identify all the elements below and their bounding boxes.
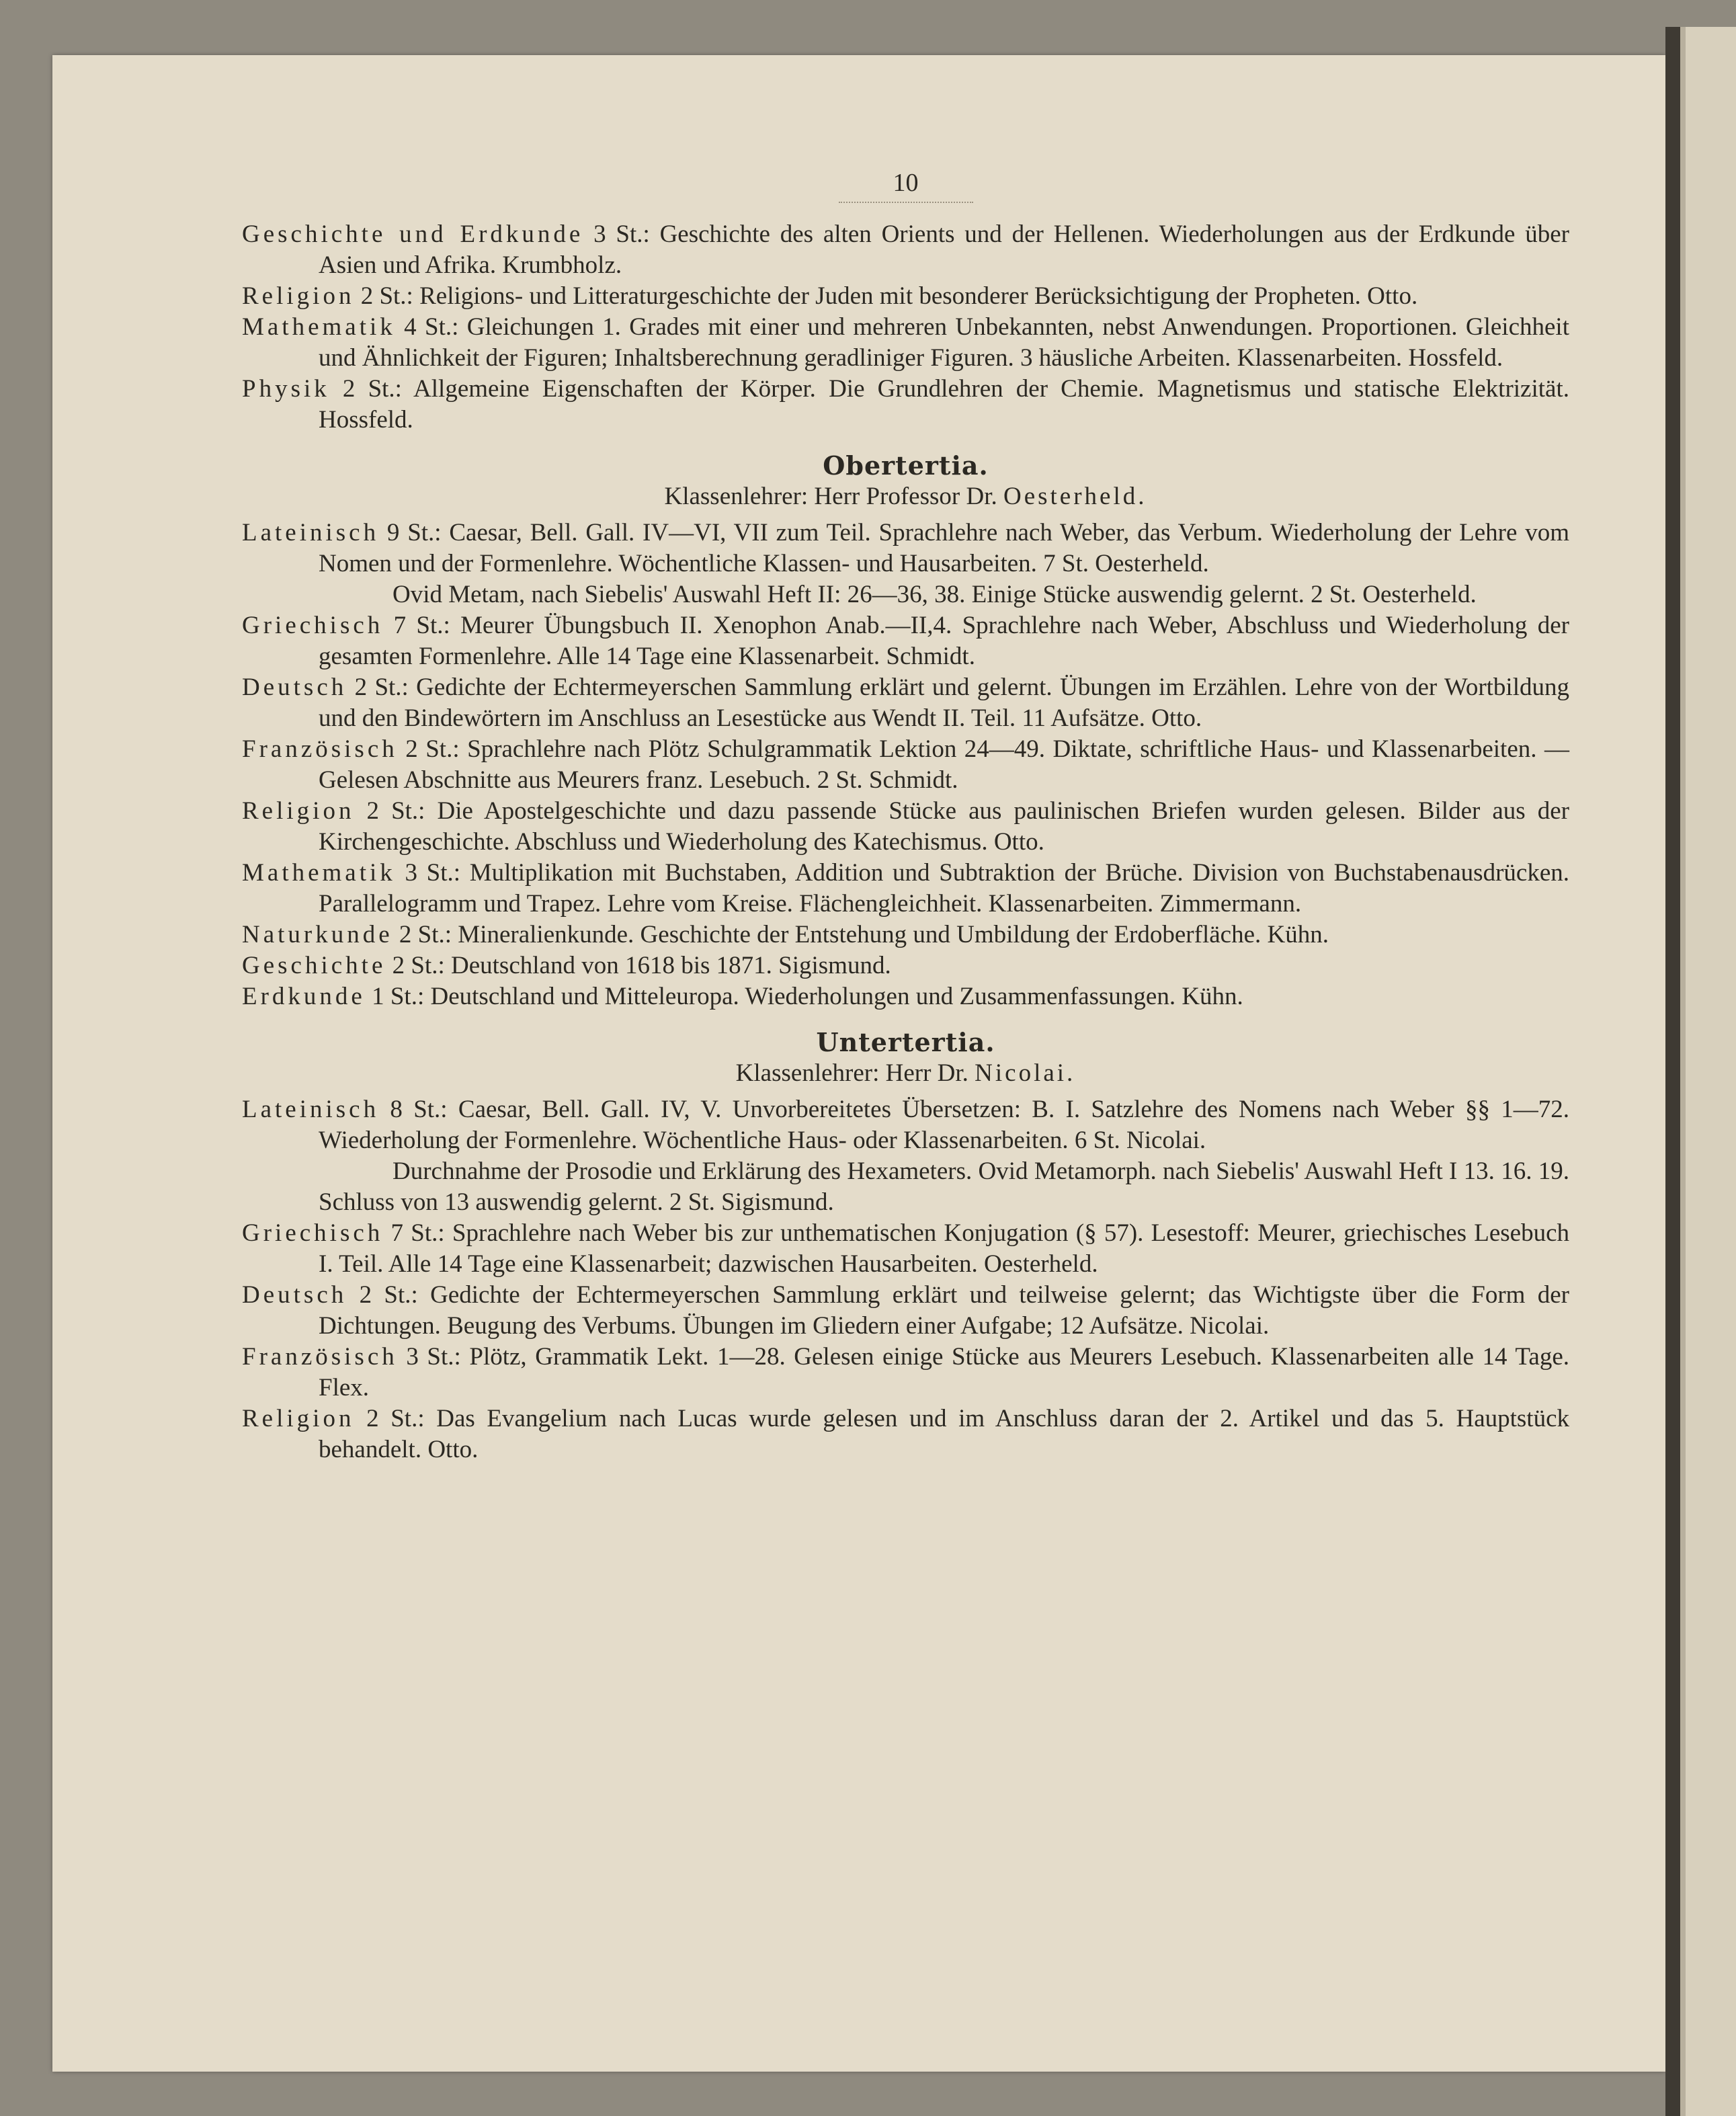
subject-name: Geschichte und Erdkunde [242, 220, 584, 248]
course-entry [242, 1218, 1569, 1280]
course-description: 4 St.: Gleichungen 1. Grades mit einer und mehreren Unbekannten, nebst Anwendungen. Proportionen. Gleichheit und Ähnlichkeit der Figuren; Inhaltsberechnung geradliniger Figuren. 3 häusliche Arbeiten. Klassenarbeiten. Hossfeld. [319, 313, 1569, 372]
page-number-rule [839, 202, 973, 204]
subject-name: Physik [242, 375, 330, 403]
page-number: 10 [893, 169, 919, 197]
course-entry [242, 1094, 1569, 1156]
section-obertertia [242, 450, 1569, 1012]
course-description: 2 St.: Das Evangelium nach Lucas wurde gelesen und im Anschluss daran der 2. Artikel und das 5. Hauptstück behandelt. Otto. [319, 1405, 1569, 1463]
page-content [242, 168, 1569, 1465]
course-entry [242, 219, 1569, 281]
section-untertertia [242, 1027, 1569, 1465]
class-teacher-name: Oesterheld. [1003, 483, 1147, 510]
course-description: 9 St.: Caesar, Bell. Gall. IV—VI, VII zum Teil. Sprachlehre nach Weber, das Verbum. Wiederholung der Lehre vom Nomen und der Formenlehre. Wöchentliche Klassen- und Hausarbeiten. 7 St. Oesterheld. [319, 519, 1569, 577]
class-teacher-line [242, 481, 1569, 512]
subject-name: Mathematik [242, 859, 396, 887]
class-teacher-name: Nicolai. [975, 1059, 1076, 1087]
course-entry [242, 312, 1569, 374]
subject-name: Religion [242, 1405, 355, 1432]
course-entry [242, 981, 1569, 1012]
course-description: 7 St.: Meurer Übungsbuch II. Xenophon Anab.—II,4. Sprachlehre nach Weber, Abschluss und Wiederholung der gesamten Formenlehre. Alle 14 Tage eine Klassenarbeit. Schmidt. [319, 612, 1569, 670]
course-description: 2 St.: Gedichte der Echtermeyerschen Sammlung erklärt und teilweise gelernt; das Wichtigste über die Form der Dichtungen. Beugung des Verbums. Übungen im Gliedern einer Aufgabe; 12 Aufsätze. Nicolai. [319, 1281, 1569, 1340]
course-entry [242, 374, 1569, 436]
course-entry [242, 281, 1569, 312]
course-entry [242, 672, 1569, 734]
subject-name: Griechisch [242, 612, 384, 639]
course-entry [242, 950, 1569, 981]
course-description: 1 St.: Deutschland und Mitteleuropa. Wiederholungen und Zusammenfassungen. Kühn. [365, 983, 1243, 1010]
course-description: 2 St.: Deutschland von 1618 bis 1871. Sigismund. [386, 952, 891, 979]
course-entry [242, 610, 1569, 672]
class-teacher-line [242, 1058, 1569, 1089]
subject-name: Naturkunde [242, 921, 393, 948]
subject-name: Lateinisch [242, 519, 380, 546]
course-entry [242, 1342, 1569, 1403]
subject-name: Religion [242, 797, 355, 825]
course-description: 3 St.: Geschichte des alten Orients und der Hellenen. Wiederholungen aus der Erdkunde über Asien und Afrika. Krumbholz. [319, 220, 1569, 279]
adjacent-page-shadow [1680, 27, 1686, 2116]
course-description: 8 St.: Caesar, Bell. Gall. IV, V. Unvorbereitetes Übersetzen: B. I. Satzlehre des Nomens nach Weber §§ 1—72. Wiederholung der Formenlehre. Wöchentliche Haus- oder Klassenarbeiten. 6 St. Nicolai. [319, 1096, 1569, 1154]
course-description: 2 St.: Allgemeine Eigenschaften der Körper. Die Grundlehren der Chemie. Magnetismus und statische Elektrizität. Hossfeld. [319, 375, 1569, 434]
subject-name: Französisch [242, 735, 398, 763]
subject-name: Deutsch [242, 1281, 347, 1309]
subject-name: Lateinisch [242, 1096, 380, 1123]
course-description: 7 St.: Sprachlehre nach Weber bis zur unthematischen Konjugation (§ 57). Lesestoff: Meurer, griechisches Lesebuch I. Teil. Alle 14 Tage eine Klassenarbeit; dazwischen Hausarbeiten. Oesterheld. [319, 1219, 1569, 1278]
course-continuation: Durchnahme der Prosodie und Erklärung des Hexameters. Ovid Metamorph. nach Siebelis' Auswahl Heft I 13. 16. 19. Schluss von 13 auswendig gelernt. 2 St. Sigismund. [319, 1157, 1569, 1216]
course-description: 2 St.: Mineralienkunde. Geschichte der Entstehung und Umbildung der Erdoberfläche. Kühn. [392, 921, 1329, 948]
course-entry [242, 920, 1569, 950]
course-entry [242, 1403, 1569, 1465]
section-heading: Untertertia. [816, 1027, 995, 1057]
section-continued [242, 219, 1569, 436]
course-description: 3 St.: Plötz, Grammatik Lekt. 1—28. Gelesen einige Stücke aus Meurers Lesebuch. Klassenarbeiten alle 14 Tage. Flex. [319, 1343, 1569, 1401]
subject-name: Französisch [242, 1343, 398, 1371]
book-gutter [1665, 27, 1680, 2116]
course-description: 3 St.: Multiplikation mit Buchstaben, Addition und Subtraktion der Brüche. Division von Buchstabenausdrücken. Parallelogramm und Trapez. Lehre vom Kreise. Flächengleichheit. Klassenarbeiten. Zimmermann. [319, 859, 1569, 918]
course-entry [242, 734, 1569, 796]
course-entry [242, 796, 1569, 858]
course-description: 2 St.: Die Apostelgeschichte und dazu passende Stücke aus paulinischen Briefen wurden gelesen. Bilder aus der Kirchengeschichte. Abschluss und Wiederholung des Katechismus. Otto. [319, 797, 1569, 856]
course-description: 2 St.: Sprachlehre nach Plötz Schulgrammatik Lektion 24—49. Diktate, schriftliche Haus- und Klassenarbeiten. — Gelesen Abschnitte aus Meurers franz. Lesebuch. 2 St. Schmidt. [319, 735, 1569, 794]
section-heading: Obertertia. [823, 450, 989, 481]
class-teacher-prefix: Klassenlehrer: Herr Professor Dr. [664, 483, 1003, 510]
subject-name: Geschichte [242, 952, 386, 979]
subject-name: Religion [242, 282, 355, 310]
course-entry [242, 518, 1569, 579]
course-description: 2 St.: Religions- und Litteraturgeschichte der Juden mit besonderer Berücksichtigung der Propheten. Otto. [354, 282, 1418, 310]
subject-name: Griechisch [242, 1219, 384, 1247]
adjacent-page-edge [1680, 27, 1736, 2116]
course-continuation: Ovid Metam, nach Siebelis' Auswahl Heft II: 26—36, 38. Einige Stücke auswendig gelernt. 2 St. Oesterheld. [392, 581, 1477, 608]
course-description: 2 St.: Gedichte der Echtermeyerschen Sammlung erklärt und gelernt. Übungen im Erzählen. Lehre von der Wortbildung und den Bindewörtern im Anschluss an Lesestücke aus Wendt II. Teil. 11 Aufsätze. Otto. [319, 674, 1569, 732]
course-entry [242, 1280, 1569, 1342]
subject-name: Deutsch [242, 674, 347, 701]
subject-name: Erdkunde [242, 983, 366, 1010]
course-entry [242, 858, 1569, 920]
class-teacher-prefix: Klassenlehrer: Herr Dr. [735, 1059, 975, 1087]
subject-name: Mathematik [242, 313, 396, 341]
